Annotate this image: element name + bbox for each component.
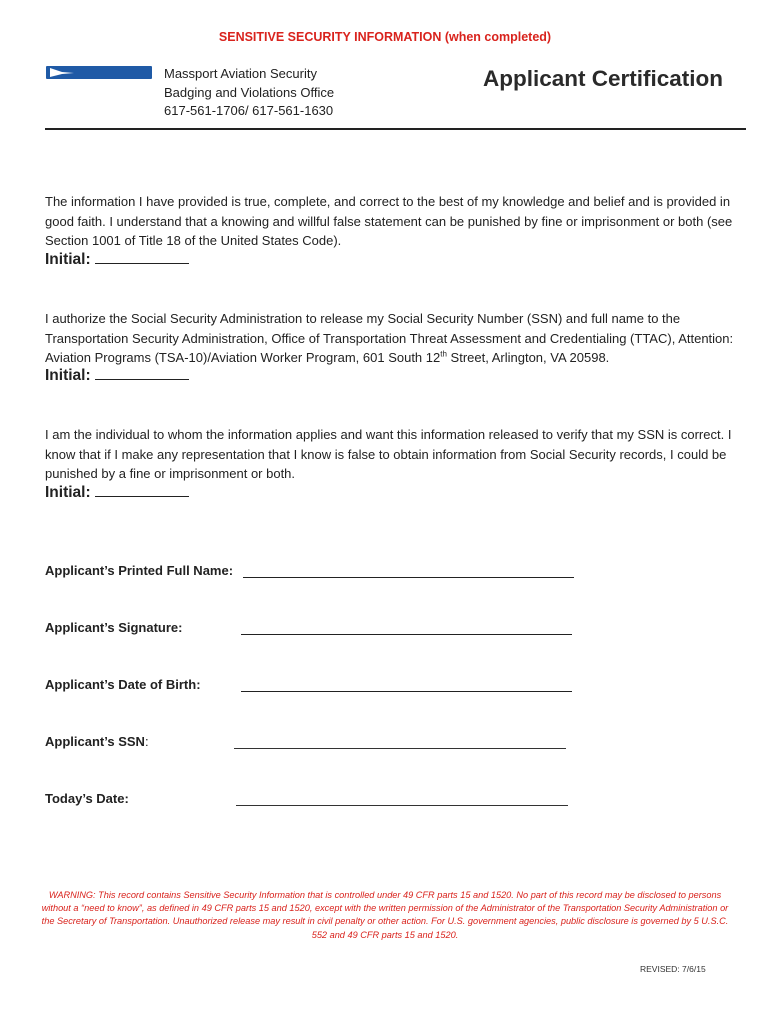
office-name: Massport Aviation Security bbox=[164, 66, 317, 81]
revision-date: REVISED: 7/6/15 bbox=[640, 964, 706, 974]
ssi-notice: SENSITIVE SECURITY INFORMATION (when completed) bbox=[218, 30, 552, 44]
initial-label: Initial: bbox=[45, 251, 91, 268]
authorization-paragraph bbox=[45, 309, 735, 368]
printed-name-line[interactable] bbox=[243, 577, 574, 578]
date-of-birth-line[interactable] bbox=[241, 691, 572, 692]
office-info bbox=[164, 65, 334, 121]
verification-paragraph: I am the individual to whom the information applies and want this information released to verify that my SSN is correct. I know that if I make any representation that I know is false to obtain information from Social Security records, I could be punished by a fine or imprisonment or both. bbox=[45, 427, 732, 481]
date-of-birth-label: Applicant’s Date of Birth: bbox=[45, 677, 201, 692]
ssn-label-text: Applicant’s SSN bbox=[45, 734, 145, 749]
ssn-label bbox=[45, 734, 149, 749]
printed-name-label: Applicant’s Printed Full Name: bbox=[45, 563, 234, 578]
initial-line[interactable] bbox=[95, 378, 189, 380]
initial-line[interactable] bbox=[95, 495, 189, 497]
authorization-text-end: Street, Arlington, VA 20598. bbox=[446, 350, 610, 365]
ssi-warning: WARNING: This record contains Sensitive Security Information that is controlled under 49 CFR parts 15 and 1520. No part of this record may be disclosed to persons without a “need to know”, as defined in 49 CFR parts 15 and 1520, except with the written permission of the Administrator of the Transportation Security Administration or the Secretary of Transportation. Unauthorized release may result in civil penalty or other action. For U.S. government agencies, public disclosure is governed by 5 U.S.C. 552 and 49 CFR parts 15 and 1520. bbox=[41, 890, 729, 940]
signature-label: Applicant’s Signature: bbox=[45, 620, 183, 635]
plane-icon bbox=[48, 67, 78, 78]
certification-paragraph: The information I have provided is true, complete, and correct to the best of my knowledge and belief and is provided in good faith. I understand that a knowing and willful false statement can be punished by fine or imprisonment or both (see Section 1001 of Title 18 of the United States Code). bbox=[45, 194, 733, 248]
authorization-text: I authorize the Social Security Administration to release my Social Security Number (SSN) and full name to the Transportation Security Administration, Office of Transportation Threat Assessment and Credentialing (TTAC), Attention: Aviation Programs (TSA-10)/Aviation Worker Program, 601 South 12 bbox=[45, 311, 734, 365]
ssn-label-colon: : bbox=[144, 734, 149, 749]
initial-label: Initial: bbox=[45, 484, 91, 501]
ordinal-suffix: th bbox=[440, 349, 447, 359]
header-divider bbox=[45, 128, 746, 130]
initial-line[interactable] bbox=[95, 262, 189, 264]
page-title: Applicant Certification bbox=[483, 66, 724, 91]
todays-date-line[interactable] bbox=[236, 805, 568, 806]
massport-logo bbox=[46, 66, 152, 79]
initial-field-2[interactable] bbox=[45, 367, 189, 385]
signature-line[interactable] bbox=[241, 634, 572, 635]
initial-field-3[interactable] bbox=[45, 484, 189, 502]
todays-date-label: Today’s Date: bbox=[45, 791, 129, 806]
ssn-line[interactable] bbox=[234, 748, 566, 749]
initial-label: Initial: bbox=[45, 367, 91, 384]
office-phones: 617-561-1706/ 617-561-1630 bbox=[164, 103, 334, 118]
office-department: Badging and Violations Office bbox=[164, 84, 335, 100]
initial-field-1[interactable] bbox=[45, 251, 189, 269]
